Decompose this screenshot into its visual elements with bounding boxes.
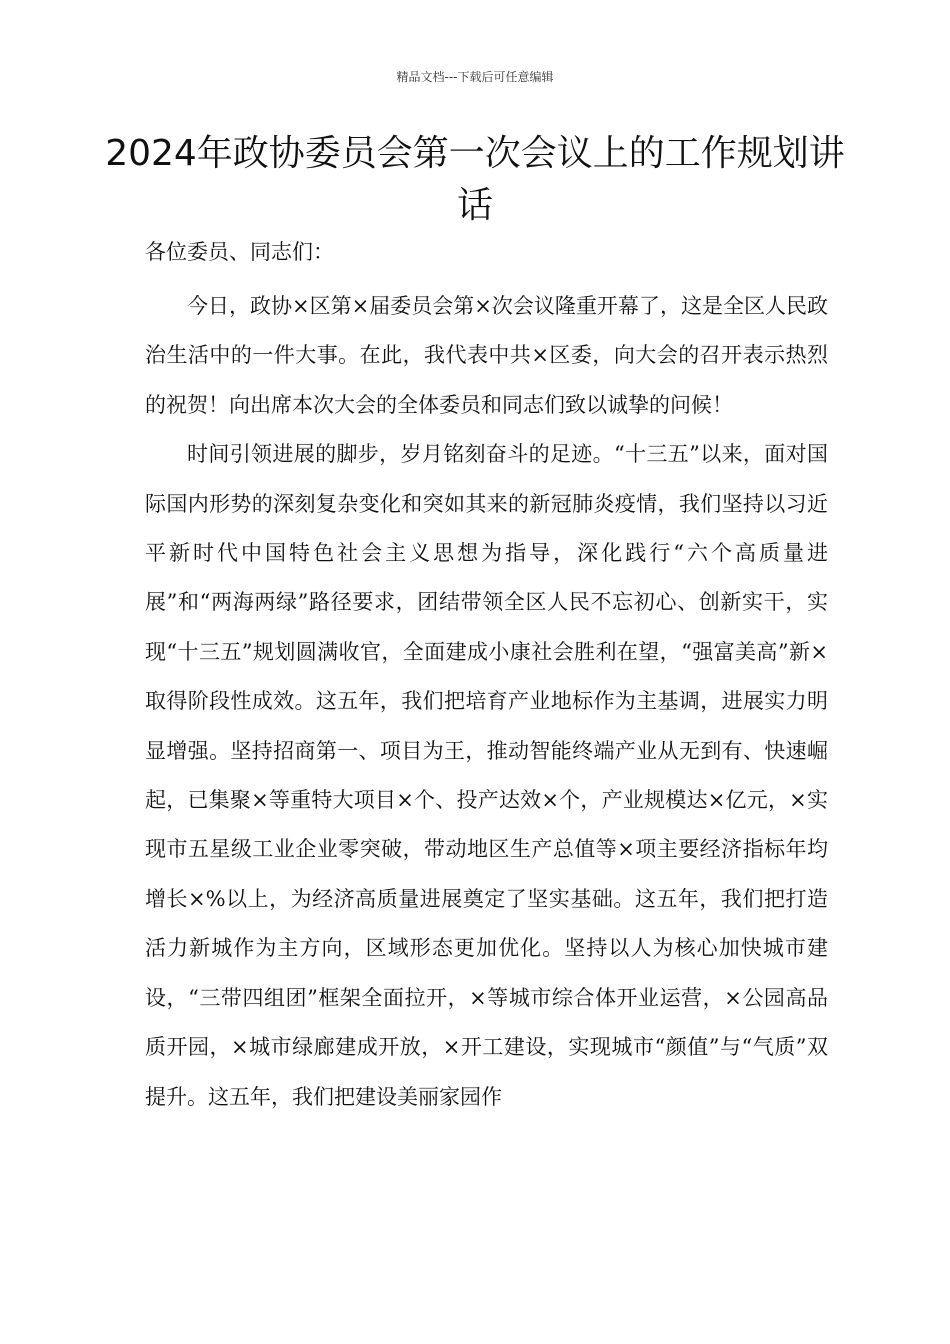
header-note: 精品文档---下载后可任意编辑 bbox=[396, 70, 554, 84]
paragraph: 今日，政协×区第×届委员会第×次会议隆重开幕了，这是全区人民政治生活中的一件大事。在此，我代表中共×区委，向大会的召开表示热烈的祝贺！向出席本次大会的全体委员和同志们致以诚挚的问候！ bbox=[145, 294, 828, 417]
document-body bbox=[145, 282, 828, 1122]
salutation: 各位委员、同志们： bbox=[145, 240, 334, 264]
document-title: 2024年政协委员会第一次会议上的工作规划讲话 bbox=[105, 133, 845, 226]
paragraph: 时间引领进展的脚步，岁月铭刻奋斗的足迹。“十三五”以来，面对国际国内形势的深刻复杂变化和突如其来的新冠肺炎疫情，我们坚持以习近平新时代中国特色社会主义思想为指导，深化践行“六个高质量进展”和“两海两绿”路径要求，团结带领全区人民不忘初心、创新实干，实现“十三五”规划圆满收官，全面建成小康社会胜利在望，“强富美高”新×取得阶段性成效。这五年，我们把培育产业地标作为主基调，进展实力明显增强。坚持招商第一、项目为王，推动智能终端产业从无到有、快速崛起，已集聚×等重特大项目×个、投产达效×个，产业规模达×亿元，×实现市五星级工业企业零突破，带动地区生产总值等×项主要经济指标年均增长×%以上，为经济高质量进展奠定了坚实基础。这五年，我们把打造活力新城作为主方向，区域形态更加优化。坚持以人为核心加快城市建设，“三带四组团”框架全面拉开，×等城市综合体开业运营，×公园高品质开园，×城市绿廊建成开放，×开工建设，实现城市“颜值”与“气质”双提升。这五年，我们把建设美丽家园作 bbox=[145, 442, 828, 1109]
